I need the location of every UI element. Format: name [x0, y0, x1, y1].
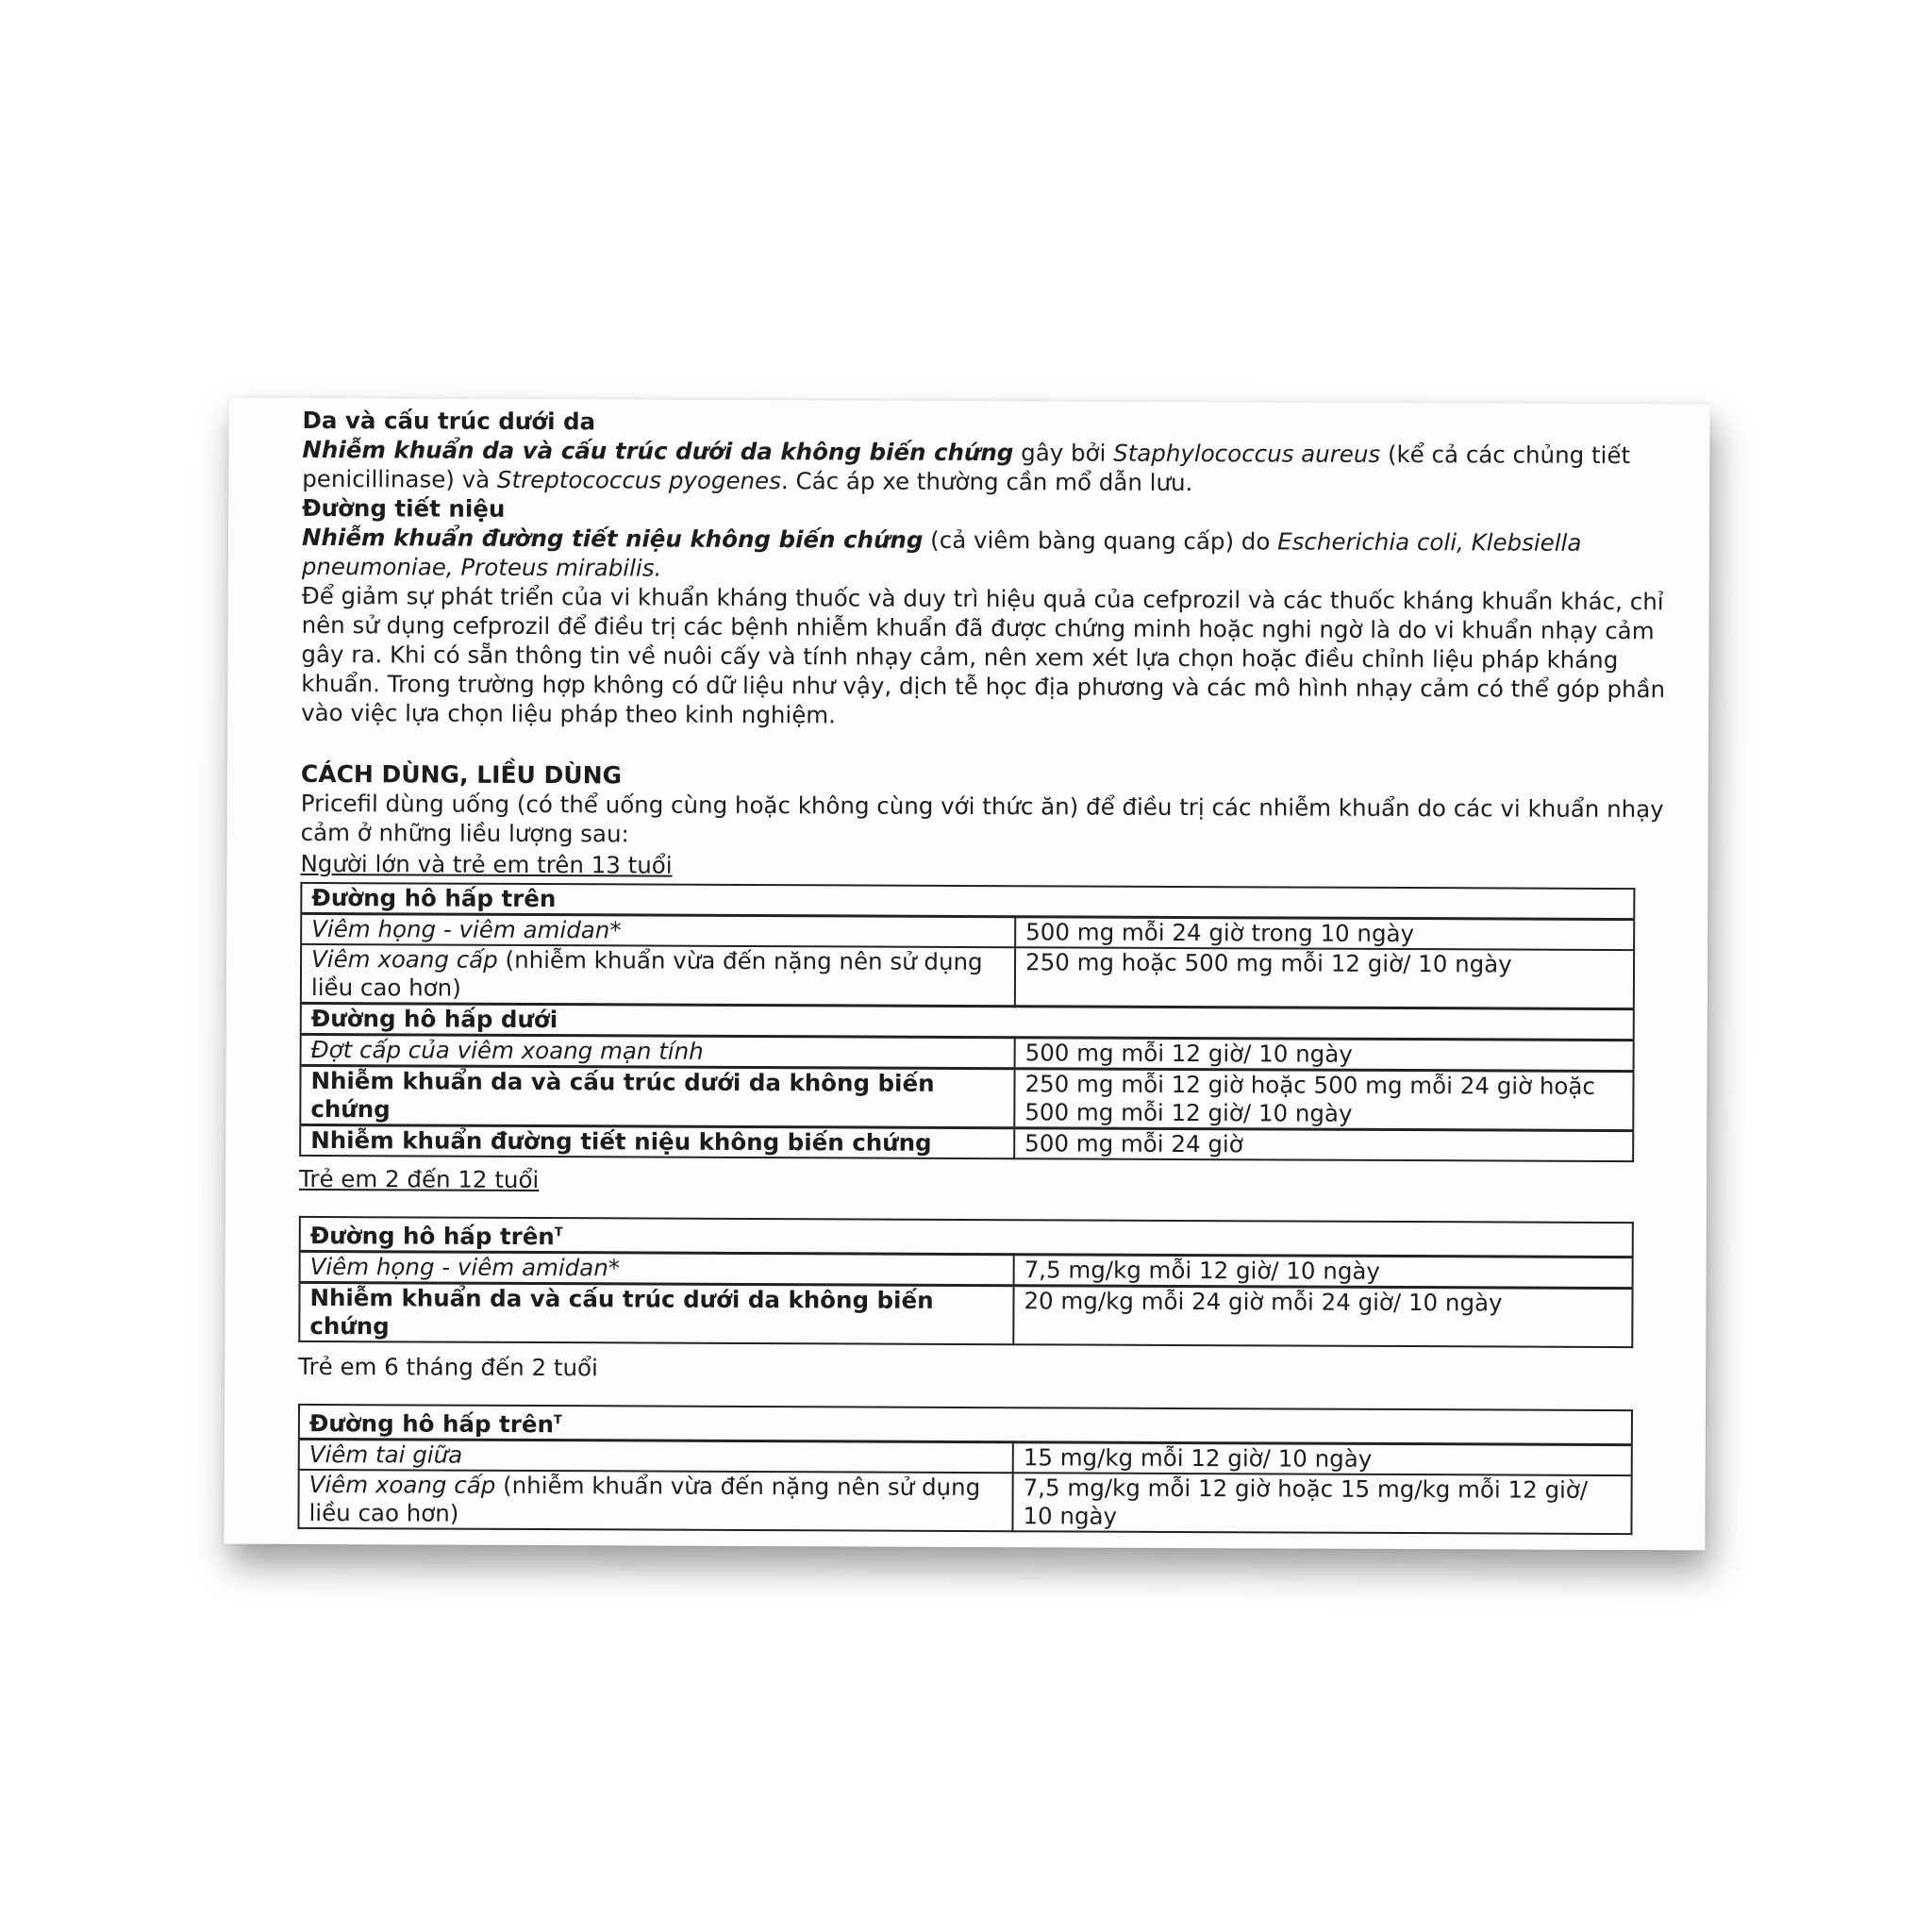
uti-text-1: (cả viêm bàng quang cấp) do	[923, 525, 1278, 556]
skin-text-2: (kể cả các chủng tiết penicillinase) và	[302, 440, 1631, 493]
section-header-text: Đường hô hấp trên	[308, 1409, 554, 1439]
table-section-header	[299, 1405, 1632, 1445]
table-row	[300, 1124, 1633, 1161]
table-cell-indication: Viêm họng - viêm amidan*	[301, 913, 1015, 947]
superscript-mark: T	[553, 1413, 562, 1428]
children-label: Trẻ em 2 đến 12 tuổi	[298, 1164, 540, 1194]
table-cell-indication: Viêm họng - viêm amidan*	[300, 1252, 1014, 1286]
adults-label: Người lớn và trẻ em trên 13 tuổi	[300, 849, 673, 879]
table-cell-indication: Nhiễm khuẩn da và cấu trúc dưới da không biến chứng	[300, 1065, 1014, 1127]
table-cell-dose: 250 mg mỗi 12 giờ hoặc 500 mg mỗi 24 giờ hoặc 500 mg mỗi 12 giờ/ 10 ngày	[1014, 1069, 1633, 1131]
table-row	[298, 1470, 1631, 1534]
infants-label: Trẻ em 6 tháng đến 2 tuổi	[298, 1353, 598, 1382]
table-cell-indication: Viêm tai giữa	[299, 1440, 1013, 1474]
table-row	[299, 1283, 1632, 1348]
leaflet-content	[297, 406, 1689, 1536]
table-section-header: Đường hô hấp trên	[301, 883, 1634, 920]
table-row	[300, 1217, 1633, 1257]
table-cell-indication: Đợt cấp của viêm xoang mạn tính	[301, 1034, 1015, 1068]
indication-italic: Viêm xoang cấp	[311, 944, 498, 974]
table-cell-dose: 500 mg mỗi 12 giờ/ 10 ngày	[1015, 1038, 1634, 1072]
indication-rest: (nhiễm khuẩn vừa đến nặng nên sử dụng liều cao hơn)	[308, 1472, 981, 1527]
dosage-intro: Pricefil dùng uống (có thể uống cùng hoặc không cùng với thức ăn) để điều trị các nhiễm khuẩn do các vi khuẩn nhạy cảm ở những liều lượng sau:	[300, 789, 1664, 848]
uti-paragraph	[302, 523, 1689, 587]
table-section-header: Đường hô hấp dưới	[301, 1003, 1634, 1040]
superscript-mark: T	[554, 1225, 563, 1241]
table-cell-dose: 500 mg mỗi 24 giờ	[1014, 1128, 1633, 1161]
uti-bold-term: Nhiễm khuẩn đường tiết niệu không biến chứng	[301, 523, 924, 554]
indication-italic: Viêm xoang cấp	[308, 1471, 496, 1500]
children-dosage-table	[298, 1216, 1634, 1348]
table-cell-indication	[301, 944, 1015, 1007]
section-header-text: Đường hô hấp trên	[309, 1222, 555, 1251]
table-cell-indication	[298, 1470, 1012, 1531]
table-cell-dose: 7,5 mg/kg mỗi 12 giờ hoặc 15 mg/kg mỗi 12 giờ/ 10 ngày	[1012, 1474, 1631, 1535]
table-cell-indication: Nhiễm khuẩn da và cấu trúc dưới da không biến chứng	[299, 1283, 1013, 1345]
uti-organisms: Escherichia coli, Klebsiella pneumoniae, Proteus mirabilis.	[301, 527, 1582, 582]
infants-dosage-table	[297, 1404, 1633, 1535]
skin-organism-2: Streptococcus pyogenes	[496, 465, 781, 495]
dosage-heading: CÁCH DÙNG, LIỀU DÙNG	[300, 759, 623, 790]
leaflet-sheet	[224, 398, 1709, 1551]
adults-dosage-table	[299, 882, 1635, 1162]
table-cell-dose: 15 mg/kg mỗi 12 giờ/ 10 ngày	[1013, 1442, 1632, 1475]
skin-bold-term: Nhiễm khuẩn da và cấu trúc dưới da không biến chứng	[302, 435, 1014, 467]
table-cell-indication: Nhiễm khuẩn đường tiết niệu không biến chứng	[300, 1124, 1014, 1158]
table-row	[299, 1405, 1632, 1445]
table-section-header	[300, 1217, 1633, 1257]
table-cell-dose: 20 mg/kg mỗi 24 giờ mỗi 24 giờ/ 10 ngày	[1013, 1286, 1632, 1347]
skin-paragraph	[302, 435, 1689, 499]
section-skin-heading: Da và cấu trúc dưới da	[302, 406, 596, 436]
skin-text-3: . Các áp xe thường cần mổ dẫn lưu.	[780, 467, 1193, 497]
section-uti-heading: Đường tiết niệu	[302, 493, 506, 523]
table-row	[300, 1065, 1633, 1130]
table-cell-dose: 500 mg mỗi 24 giờ trong 10 ngày	[1015, 917, 1634, 950]
table-cell-dose: 7,5 mg/kg mỗi 12 giờ/ 10 ngày	[1014, 1255, 1633, 1289]
skin-text-1: gây bởi	[1013, 439, 1114, 467]
skin-organism-1: Staphylococcus aureus	[1113, 439, 1381, 468]
table-cell-dose: 250 mg hoặc 500 mg mỗi 12 giờ/ 10 ngày	[1015, 947, 1634, 1008]
table-row	[301, 944, 1634, 1009]
resistance-paragraph: Để giảm sự phát triển của vi khuẩn kháng thuốc và duy trì hiệu quả của cefprozil và các thuốc kháng khuẩn khác, chỉ nên sử dụng cefprozil để điều trị các bệnh nhiễm khuẩn đã được chứng minh hoặc nghi ngờ là do vi khuẩn nhạy cảm gây ra. Khi có sẵn thông tin về nuôi cấy và tính nhạy cảm, nên xem xét lựa chọn hoặc điều chỉnh liệu pháp kháng khuẩn. Trong trường hợp không có dữ liệu như vậy, dịch tễ học địa phương và các mô hình nhạy cảm có thể góp phần vào việc lựa chọn liệu pháp theo kinh nghiệm.	[301, 581, 1666, 729]
indication-rest: (nhiễm khuẩn vừa đến nặng nên sử dụng liều cao hơn)	[310, 945, 983, 1002]
